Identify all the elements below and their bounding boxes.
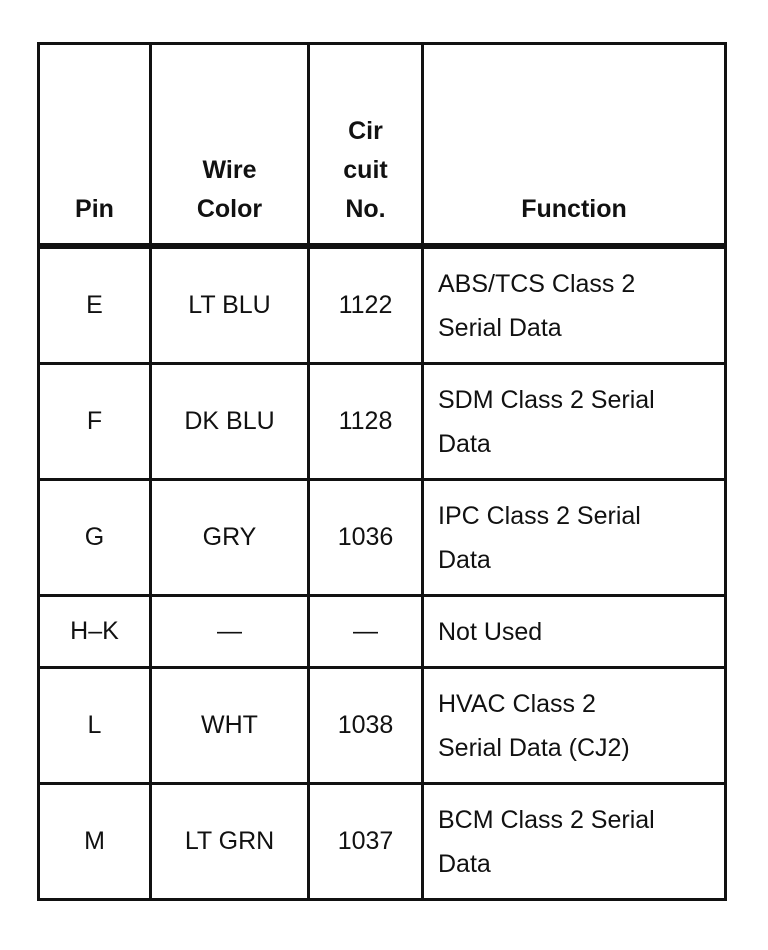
function-line: Not Used bbox=[438, 617, 543, 646]
cell-pin: G bbox=[39, 480, 151, 596]
header-circuit-line-1: Cir bbox=[348, 117, 383, 145]
cell-wire-color: — bbox=[151, 596, 309, 668]
header-row bbox=[39, 44, 726, 247]
header-function-label: Function bbox=[521, 195, 627, 223]
function-line: ABS/TCS Class 2 bbox=[438, 269, 636, 298]
function-line: Data bbox=[438, 849, 491, 878]
cell-circuit: 1038 bbox=[309, 668, 423, 784]
cell-function bbox=[423, 364, 726, 480]
function-line: SDM Class 2 Serial bbox=[438, 385, 655, 414]
cell-pin: L bbox=[39, 668, 151, 784]
cell-circuit: 1037 bbox=[309, 784, 423, 900]
cell-circuit: 1128 bbox=[309, 364, 423, 480]
cell-pin: H–K bbox=[39, 596, 151, 668]
function-line: IPC Class 2 Serial bbox=[438, 501, 641, 530]
cell-wire-color: WHT bbox=[151, 668, 309, 784]
header-circuit-line-3: No. bbox=[345, 195, 386, 223]
cell-pin: E bbox=[39, 246, 151, 364]
header-wire-color-line-1: Wire bbox=[202, 156, 257, 184]
cell-wire-color: LT BLU bbox=[151, 246, 309, 364]
pinout-table bbox=[37, 42, 727, 901]
function-line: Data bbox=[438, 545, 491, 574]
header-pin bbox=[39, 44, 151, 247]
function-line: Serial Data bbox=[438, 313, 562, 342]
cell-wire-color: DK BLU bbox=[151, 364, 309, 480]
cell-function bbox=[423, 668, 726, 784]
header-circuit-no bbox=[309, 44, 423, 247]
cell-wire-color: LT GRN bbox=[151, 784, 309, 900]
table-row bbox=[39, 784, 726, 900]
table-row bbox=[39, 246, 726, 364]
table-row bbox=[39, 480, 726, 596]
cell-function bbox=[423, 246, 726, 364]
table-row bbox=[39, 364, 726, 480]
header-wire-color bbox=[151, 44, 309, 247]
header-wire-color-line-2: Color bbox=[196, 195, 263, 223]
table-row bbox=[39, 668, 726, 784]
header-function bbox=[423, 44, 726, 247]
function-line: HVAC Class 2 bbox=[438, 689, 596, 718]
function-line: Serial Data (CJ2) bbox=[438, 733, 630, 762]
table-row bbox=[39, 596, 726, 668]
cell-function bbox=[423, 784, 726, 900]
cell-wire-color: GRY bbox=[151, 480, 309, 596]
cell-pin: M bbox=[39, 784, 151, 900]
header-circuit-line-2: cuit bbox=[343, 156, 388, 184]
cell-circuit: 1122 bbox=[309, 246, 423, 364]
header-pin-label: Pin bbox=[75, 195, 114, 223]
cell-circuit: 1036 bbox=[309, 480, 423, 596]
cell-circuit: — bbox=[309, 596, 423, 668]
cell-pin: F bbox=[39, 364, 151, 480]
function-line: Data bbox=[438, 429, 491, 458]
cell-function bbox=[423, 480, 726, 596]
function-line: BCM Class 2 Serial bbox=[438, 805, 655, 834]
cell-function bbox=[423, 596, 726, 668]
